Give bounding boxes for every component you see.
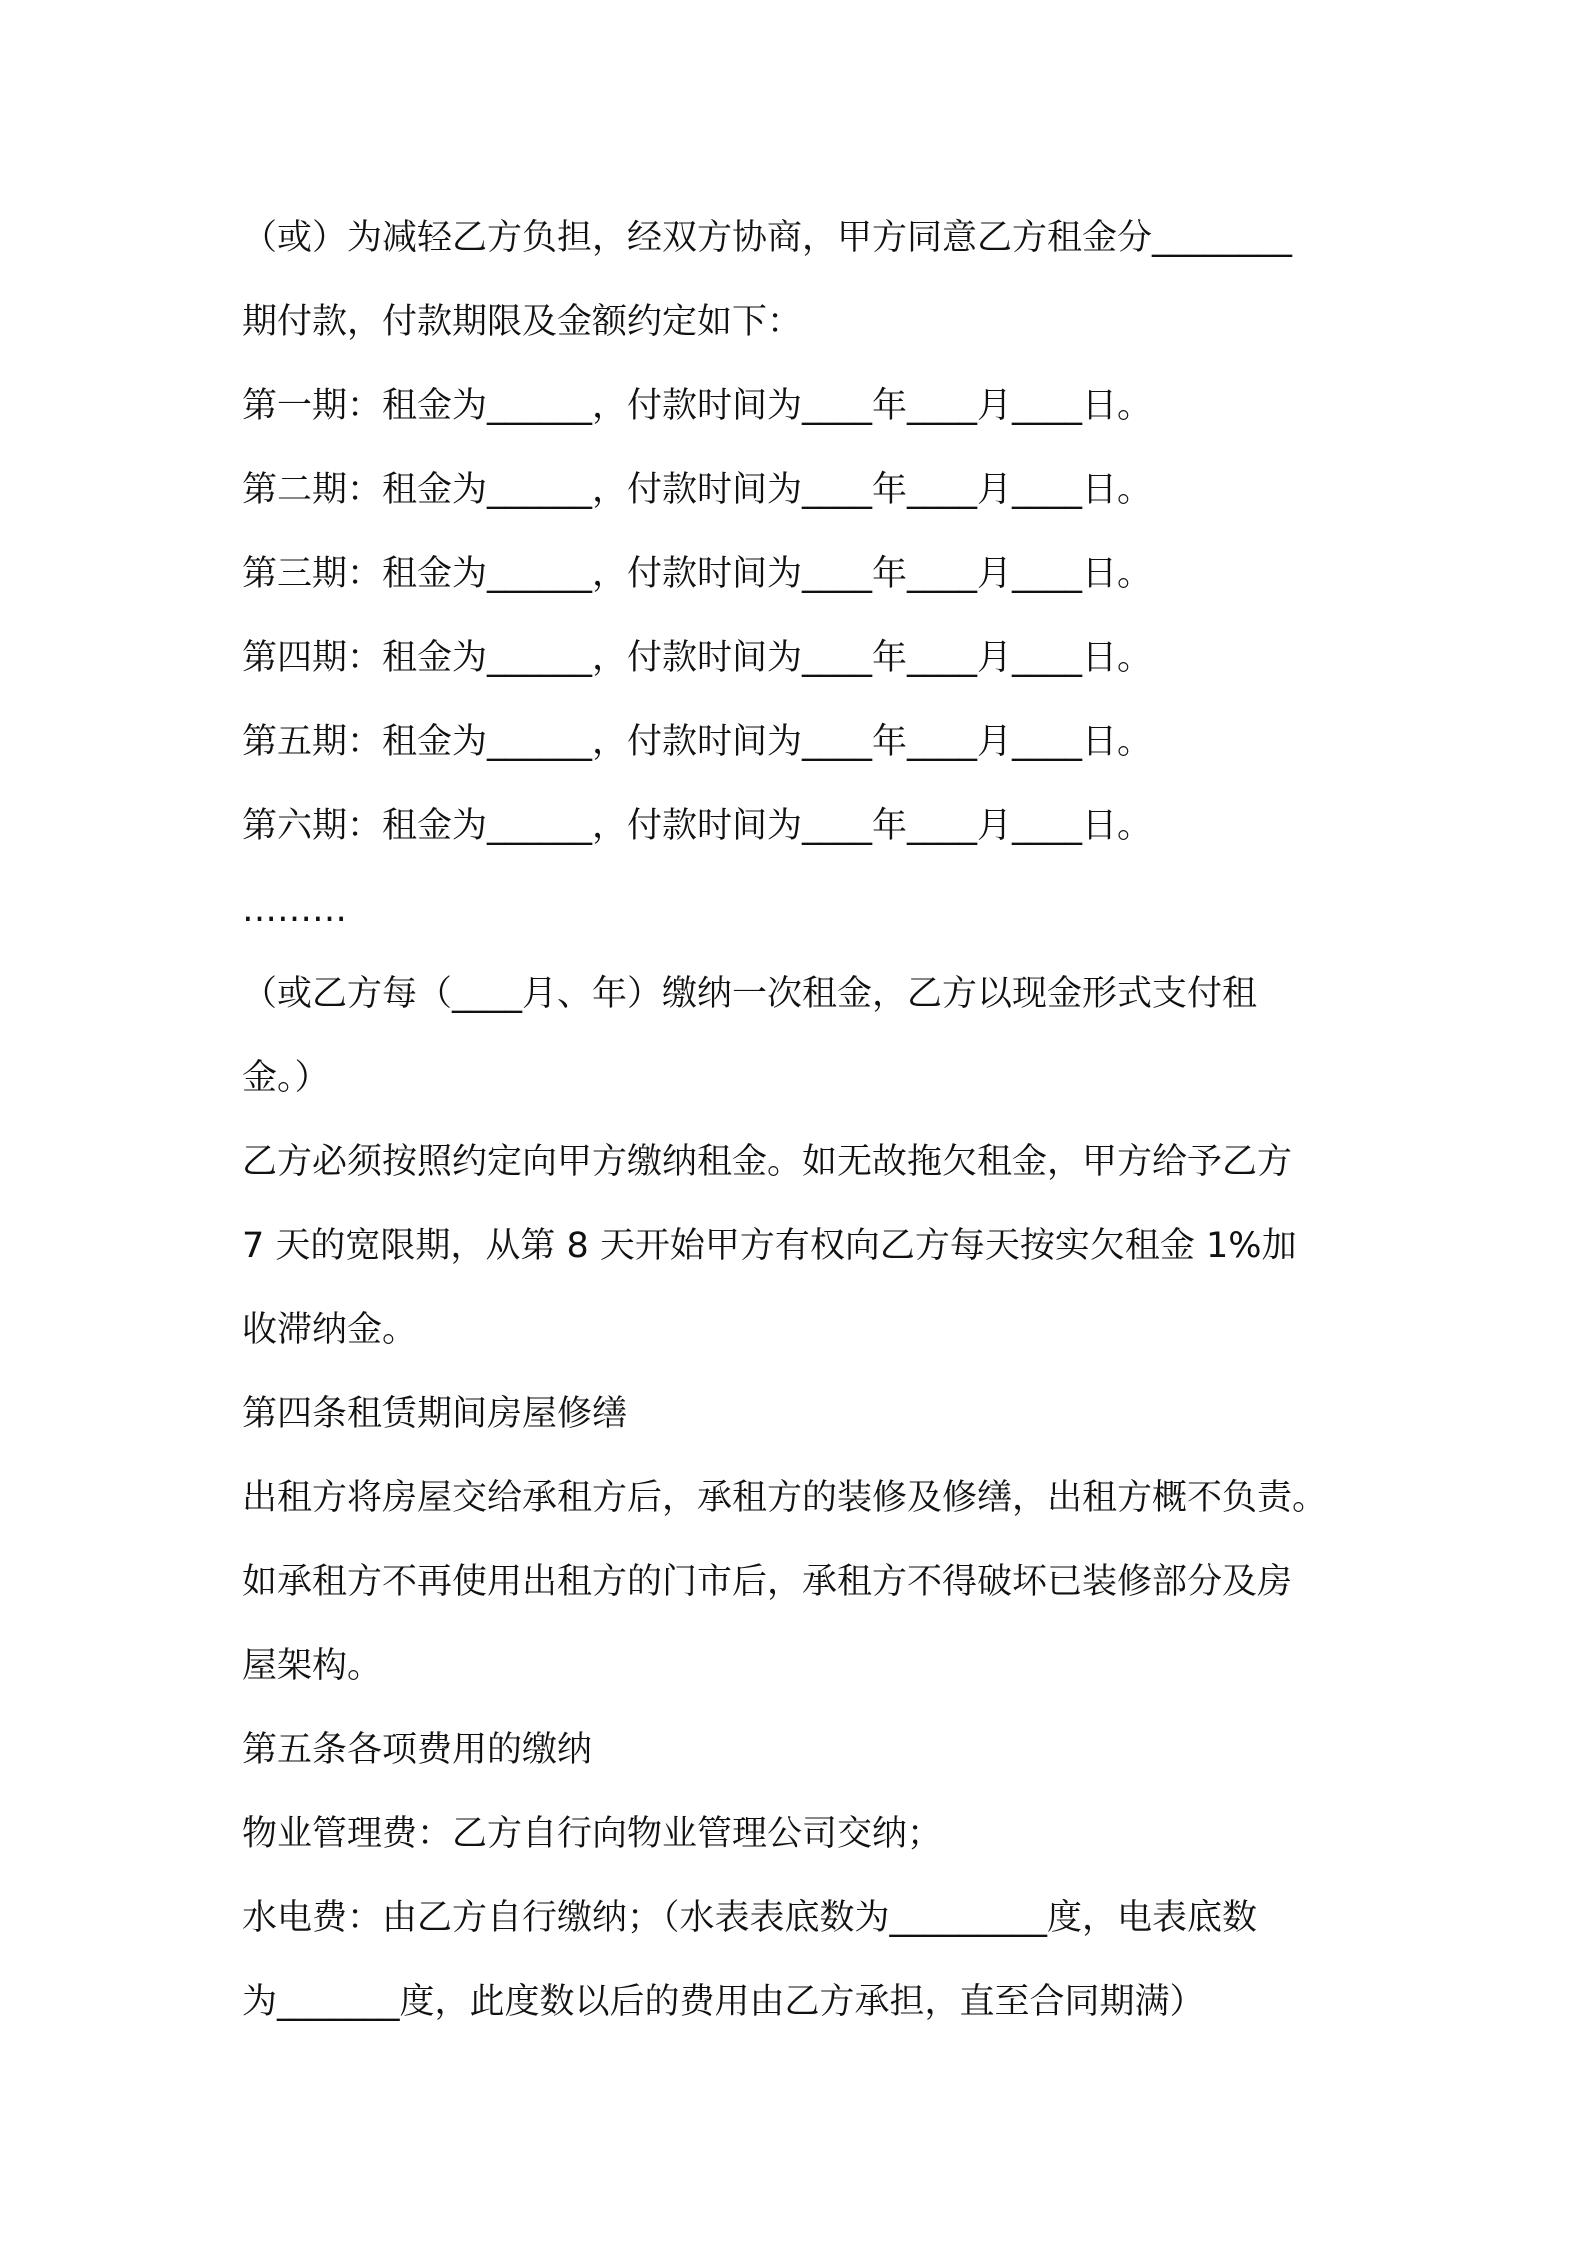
paragraph-line: 水电费：由乙方自行缴纳；（水表表底数为_________度，电表底数 <box>242 1898 1258 1938</box>
section-heading: 第四条租赁期间房屋修缮 <box>242 1394 628 1434</box>
installment-line: 第五期：租金为______，付款时间为____年____月____日。 <box>242 722 1153 762</box>
paragraph-line: （或乙方每（____月、年）缴纳一次租金，乙方以现金形式支付租 <box>242 974 1258 1014</box>
paragraph-line: 乙方必须按照约定向甲方缴纳租金。如无故拖欠租金，甲方给予乙方 <box>242 1142 1293 1182</box>
document-body <box>242 196 1362 2044</box>
paragraph-line: 物业管理费：乙方自行向物业管理公司交纳； <box>242 1814 943 1854</box>
installment-line: 第二期：租金为______，付款时间为____年____月____日。 <box>242 470 1153 510</box>
paragraph-line: 7 天的宽限期，从第 8 天开始甲方有权向乙方每天按实欠租金 1%加 <box>242 1226 1297 1266</box>
installment-line: 第六期：租金为______，付款时间为____年____月____日。 <box>242 806 1153 846</box>
paragraph-line: 金。） <box>242 1058 330 1098</box>
paragraph-line: 期付款，付款期限及金额约定如下： <box>242 302 803 342</box>
paragraph-line: 为_______度，此度数以后的费用由乙方承担，直至合同期满） <box>242 1982 1205 2022</box>
section-heading: 第五条各项费用的缴纳 <box>242 1730 593 1770</box>
installment-line: 第四期：租金为______，付款时间为____年____月____日。 <box>242 638 1153 678</box>
ellipsis-line: ……… <box>242 890 347 930</box>
paragraph-line: （或）为减轻乙方负担，经双方协商，甲方同意乙方租金分________ <box>242 218 1293 258</box>
installment-line: 第一期：租金为______，付款时间为____年____月____日。 <box>242 386 1153 426</box>
paragraph-line: 屋架构。 <box>242 1646 383 1686</box>
paragraph-line: 出租方将房屋交给承租方后，承租方的装修及修缮，出租方概不负责。 <box>242 1478 1328 1518</box>
paragraph-line: 收滞纳金。 <box>242 1310 418 1350</box>
installment-line: 第三期：租金为______，付款时间为____年____月____日。 <box>242 554 1153 594</box>
paragraph-line: 如承租方不再使用出租方的门市后，承租方不得破坏已装修部分及房 <box>242 1562 1293 1602</box>
